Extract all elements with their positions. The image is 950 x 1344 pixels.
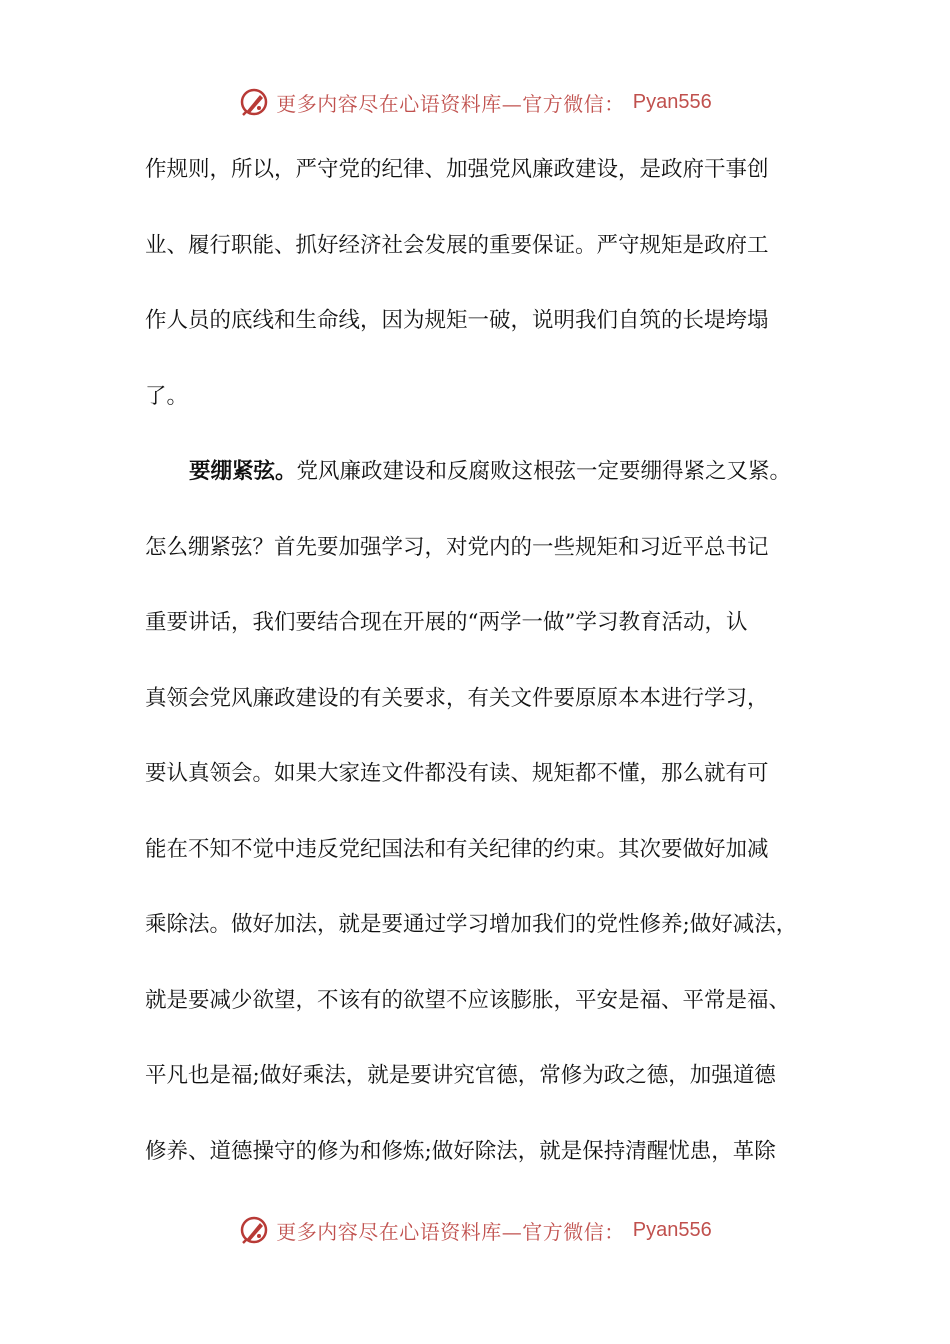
text-line: 真领会党风廉政建设的有关要求，有关文件要原原本本进行学习， (145, 685, 769, 711)
text-line: 业、履行职能、抓好经济社会发展的重要保证。严守规矩是政府工 (145, 232, 769, 258)
header-banner-inner (238, 86, 711, 118)
text-line: 乘除法。做好加法，就是要通过学习增加我们的党性修养;做好减法， (145, 912, 798, 937)
text-line: 作规则，所以，严守党的纪律、加强党风廉政建设，是政府干事创 (145, 157, 769, 182)
document-body (145, 150, 810, 1207)
header-banner (0, 82, 950, 122)
footer-wechat-id: Pyan556 (632, 1218, 712, 1241)
text-line: 作人员的底线和生命线，因为规矩一破，说明我们自筑的长堤垮塌 (145, 308, 769, 333)
header-wechat-id: Pyan556 (632, 90, 712, 113)
paragraph-heading-line (145, 452, 810, 528)
text-line: 要认真领会。如果大家连文件都没有读、规矩都不懂，那么就有可 (145, 761, 769, 786)
text-line: 平凡也是福;做好乘法，就是要讲究官德，常修为政之德，加强道德 (145, 1063, 776, 1088)
pen-logo-icon (238, 1214, 270, 1246)
header-banner-text: 更多内容尽在心语资料库—官方微信： (276, 91, 625, 116)
text-line: 了。 (145, 383, 189, 409)
paragraph-first-line: 党风廉政建设和反腐败这根弦一定要绷得紧之又紧。 (296, 459, 792, 484)
footer-banner-text: 更多内容尽在心语资料库—官方微信： (276, 1219, 625, 1244)
text-line: 就是要减少欲望，不该有的欲望不应该膨胀，平安是福、平常是福、 (145, 987, 791, 1013)
footer-banner (0, 1210, 950, 1250)
text-line: 能在不知不觉中违反党纪国法和有关纪律的约束。其次要做好加减 (145, 836, 769, 862)
text-line: 修养、道德操守的修为和修炼;做好除法，就是保持清醒忧患，革除 (145, 1138, 776, 1164)
text-line: 怎么绷紧弦？首先要加强学习，对党内的一些规矩和习近平总书记 (145, 534, 769, 560)
text-line: 重要讲话，我们要结合现在开展的“两学一做”学习教育活动，认 (145, 610, 748, 635)
pen-logo-icon (238, 86, 270, 118)
footer-banner-inner (238, 1214, 711, 1246)
paragraph-heading: 要绷紧弦。 (189, 459, 297, 484)
